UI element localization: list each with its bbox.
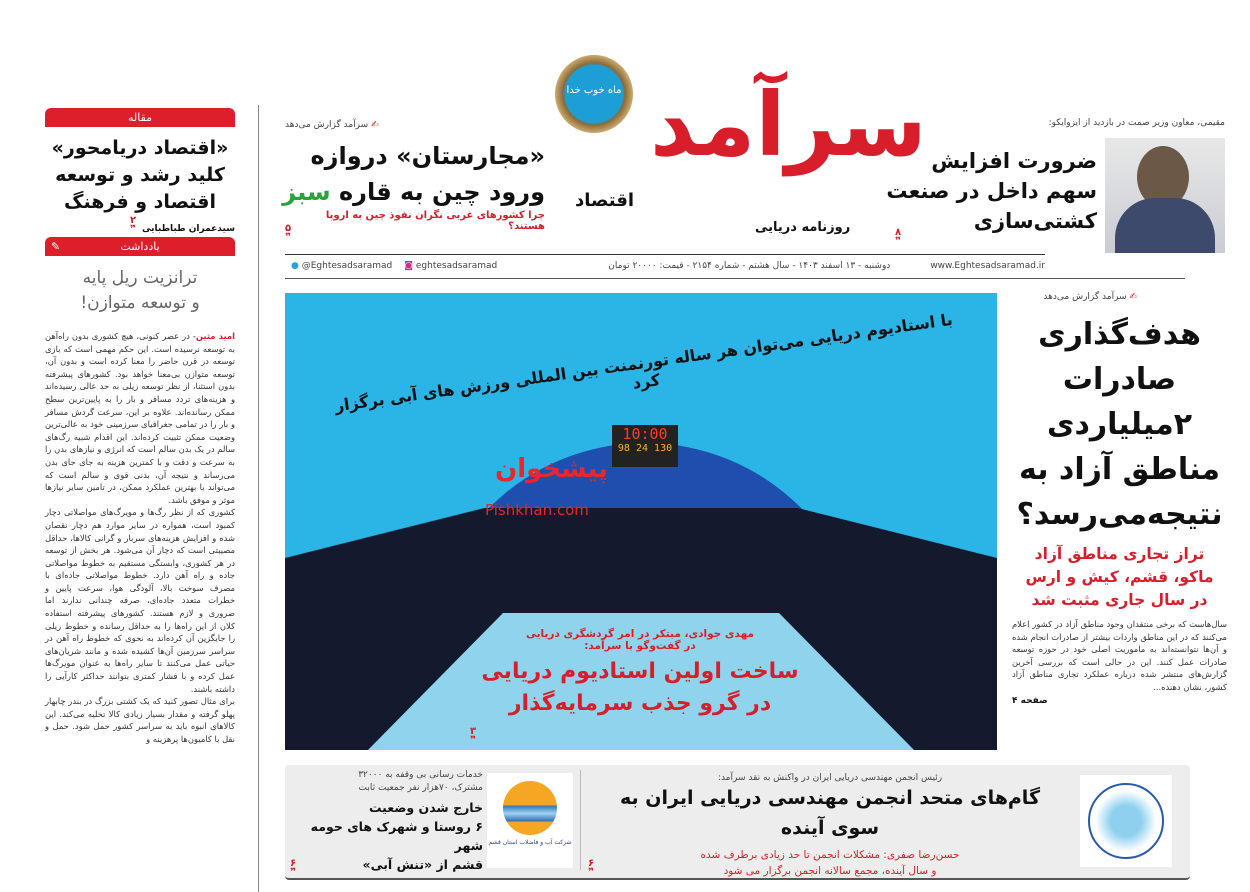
article-headline[interactable]	[45, 135, 235, 216]
arc-caption: با استادیوم دریایی می‌توان هر ساله تورنمنت بین المللی ورزش های آبی برگزار کرد	[333, 309, 954, 416]
headline: ضرورت افزایش سهم داخل در صنعت کشتی‌سازی	[886, 149, 1097, 233]
rule	[285, 254, 1045, 255]
saramad-mark-icon: ✍	[368, 120, 379, 130]
photo-headline-block: مهدی جوادی، مبتکر در امر گردشگری دریایی در گفت‌وگو با سرآمد: ساخت اولین استادیوم دریایی در گرو جذب سرمایه‌گذار	[481, 628, 799, 716]
note-paragraph: کشوری که از نظر رگ‌ها و مویرگ‌های مواصلاتی دچار کمبود است، همواره در سایر موارد هم دچار نقصان شده و افزایش هزینه‌های سربار و گرانی کالاها، حداقل مصیبتی است که دچار آن می‌شود. هر بخش از توسعه در هر کشوری، وابستگی مستقیم به خطوط مواصلاتی جاده و راه آهن دارد. خطوط مواصلاتی جاده‌ای با مصرف سوخت بالا، آلودگی هوا، سرعت پایین و خطرات متعدد جاده‌ای، صرفه چندانی ندارند اما ضروری و لازم هستند. کشورهای پیشرفته استفاده کلان از این راه‌ها را به حداقل رسانده و خطوط ریلی را جایگزین آن کرده‌اند به نحوی که خطوط راه آهن در سراسر سرزمین آن‌ها کشیده شده و مانند شریان‌های حیاتی عمل می‌کنند تا سایر راه‌ها به عنوان مویرگ‌ها عمل کرده و با فشار کمتری بتوانند حداکثر کارآیی را داشته باشند.	[45, 507, 235, 694]
article-headline-line: «اقتصاد دریامحور»	[51, 137, 229, 159]
watermark-url: Pishkhan.com	[485, 501, 589, 519]
page-ref: ۸ ❞	[895, 227, 902, 247]
page-ref: ۶ ❞	[290, 858, 297, 878]
instagram-icon: ◙	[404, 261, 413, 271]
logo-sub: اقتصاد	[575, 190, 635, 211]
article-byline	[45, 216, 235, 234]
page-ref: ۶ ❞	[588, 858, 595, 878]
note-title-line: ترانزیت ریل پایه	[82, 268, 198, 288]
tagline: روزنامه دریایی	[755, 220, 851, 235]
article-headline-line: اقتصاد و فرهنگ	[64, 191, 216, 213]
dateline: دوشنبه - ۱۳ اسفند ۱۴۰۳ - سال هشتم - شماره ۲۱۵۴ - قیمت: ۲۰۰۰۰ تومان	[608, 261, 891, 271]
main-photo-story[interactable]	[285, 293, 997, 750]
page-ref: ۳ ❞	[470, 726, 477, 746]
headline: «مجارستان» دروازه ورود چین به قاره سبز	[282, 142, 545, 206]
note-paragraph: برای مثال تصور کنید که یک کشتی بزرگ در بندر چابهار پهلو گرفته و مقدار بسیار زیادی کالا تخلیه می‌کند. این کالاهای انبوه باید به سراسر کشور حمل شود. حمل و نقل با کامیون‌ها پرهزینه و	[45, 696, 235, 744]
column-divider	[258, 105, 259, 892]
left-column	[45, 108, 235, 746]
telegram-link[interactable]: ● @Eghtesadsaramad	[291, 261, 393, 271]
website-link[interactable]: www.Eghtesadsaramad.ir	[930, 261, 1045, 271]
rule	[285, 278, 1185, 279]
top-right-story[interactable]	[886, 118, 1225, 255]
note-paragraph: امید مثین- در عصر کنونی، هیچ کشوری بدون راه‌آهن به توسعه نرسیده است. این حکم مهمی است که بازی توسعه در قرن حاضر را معنا کرده است و بدون آن، توسعه متوازن بی‌معنا خواهد بود. کشورهای پیشرفته بدون استثنا، از نظر توسعه ریلی به حد عالی رسیده‌اند و هزینه‌های تردد مسافر و بار را به پایین‌ترین سطح ممکن رسانده‌اند. علاوه بر این، سرعت گردش مسافر و بار را در تمامی جغرافیای سرزمینی خود به عالی‌ترین وضعیت ممکن تثبیت کرده‌اند. این اقدام شبیه رگ‌های سالم در یک بدن سالم است که انرژی و نیازهای بدن را به سرعت و دقت و با کمترین هزینه به جای جای بدن می‌رساند و نتیجه آن، بدنی قوی و سالم است که می‌تواند با بهترین عملکرد ممکن، در تامین سایر نیازها موثر و موفق باشد.	[45, 331, 235, 505]
note-author: امید مثین	[195, 331, 235, 341]
telegram-icon: ●	[291, 261, 299, 271]
subhead: چرا کشورهای غربی نگران نفوذ چین به اروپا هستند؟	[325, 210, 545, 232]
side-strip-story[interactable]: خدمات رسانی بی وقفه به ۳۲۰۰۰ مشترک، ۷۰هزار نفر جمعیت ثابت خارج شدن وضعیت ۶ روستا و شهرک های حومه شهر قشم از «تنش آبی»	[310, 770, 483, 872]
divider	[580, 770, 581, 870]
bottom-strip	[285, 765, 1190, 880]
saramad-mark-icon: ✍	[1126, 292, 1137, 302]
top-left-story[interactable]	[282, 120, 545, 252]
right-column-story[interactable]	[1012, 292, 1227, 706]
page-ref[interactable]: صفحه ۴	[1012, 695, 1048, 706]
water-company-logo: شرکت آب و فاضلاب استان قشم	[487, 773, 573, 868]
dateline-bar	[285, 258, 1045, 274]
logo-text: سرآمد	[650, 73, 927, 176]
note-title[interactable]	[45, 266, 235, 316]
scoreboard: 10:00 130 24 98	[612, 425, 678, 467]
headline: هدف‌گذاری صادرات ۲میلیاردی مناطق آزاد به نتیجه‌می‌رسد؟	[1016, 317, 1223, 532]
official-photo	[1105, 138, 1225, 253]
main-strip-story[interactable]: رئیس انجمن مهندسی دریایی ایران در واکنش به نقد سرآمد: گام‌های متحد انجمن مهندسی دریایی ایران به سوی آینده حسن‌رضا صفری: مشکلات انجمن تا حد زیادی برطرف شده و سال آینده، مجمع سالانه انجمن برگزار می شود	[620, 773, 1040, 877]
page-ref: ۲ ❞	[129, 215, 137, 235]
pencil-icon: ✎	[51, 240, 61, 253]
association-logo	[1080, 775, 1172, 867]
article-author: سیدعمران طباطبایی	[142, 224, 235, 234]
masthead-logo	[555, 55, 927, 253]
watermark-logo: پیشخوان	[495, 454, 608, 484]
kicker: ✍ سرآمد گزارش می‌دهد	[1043, 292, 1137, 302]
article-headline-line: کلید رشد و توسعه	[55, 164, 225, 186]
badge-icon: ماه خوب خدا	[555, 55, 633, 133]
kicker: مقیمی، معاون وزیر صمت در بازدید از ایزوایکو:	[1048, 118, 1225, 128]
instagram-link[interactable]: ◙ eghtesadsaramad	[404, 261, 498, 271]
subhead: تراز تجاری مناطق آزاد ماکو، قشم، کیش و ارس در سال جاری مثبت شد	[1025, 545, 1214, 609]
section-label-article: مقاله	[45, 108, 235, 127]
section-label-note: یادداشت ✎	[45, 237, 235, 256]
note-title-line: و توسعه متوازن!	[80, 293, 200, 313]
kicker: ✍ سرآمد گزارش می‌دهد	[285, 120, 379, 130]
page-ref: ۵ ❞	[285, 223, 292, 243]
note-body	[45, 330, 235, 746]
story-body: سال‌هاست که برخی منتقدان وجود مناطق آزاد در کشور اعلام می‌کنند که در این مناطق واردات بیشتر از صادرات انجام شده و آن‌ها نتوانسته‌اند به ماموریت اصلی خود در حوزه توسعه صادرات عمل کنند. این در حالی است که بررسی آخرین گزارش‌های منتشر شده درباره عملکرد تجاری مناطق آزاد کشور، نشان دهنده...	[1012, 619, 1227, 692]
